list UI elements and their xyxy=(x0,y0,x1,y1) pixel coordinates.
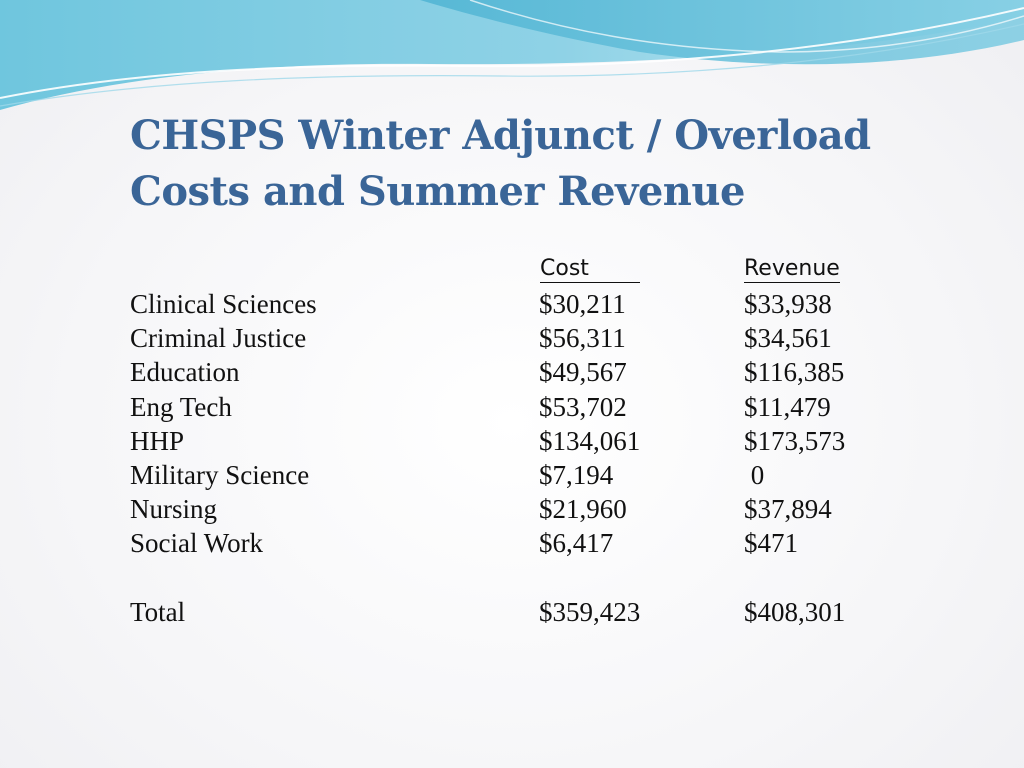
total-revenue-value: $408,301 xyxy=(744,596,846,627)
revenue-value: $11,479 xyxy=(744,391,831,422)
cost-value: $30,211 xyxy=(539,289,626,319)
revenue-value: $33,938 xyxy=(744,289,832,319)
department-name: Military Science xyxy=(130,459,310,490)
table-row xyxy=(130,321,890,355)
revenue-value: 0 xyxy=(744,459,765,490)
cost-value: $53,702 xyxy=(539,391,627,422)
total-label: Total xyxy=(130,596,186,627)
cost-value: $7,194 xyxy=(539,459,614,490)
total-row xyxy=(130,595,890,629)
table-row xyxy=(130,424,890,458)
cost-revenue-table xyxy=(130,253,890,629)
header-wave-decoration xyxy=(0,0,1024,120)
table-row xyxy=(130,526,890,560)
cost-value: $21,960 xyxy=(539,494,627,525)
cost-value: $49,567 xyxy=(539,357,627,388)
slide-title xyxy=(130,108,950,220)
department-name: Social Work xyxy=(130,528,264,559)
table-row xyxy=(130,492,890,526)
title-line-2: Costs and Summer Revenue xyxy=(130,168,745,215)
table-row xyxy=(130,458,890,492)
total-cost-value: $359,423 xyxy=(539,596,641,627)
department-name: Criminal Justice xyxy=(130,323,307,354)
table-row xyxy=(130,287,890,321)
table-row xyxy=(130,390,890,424)
title-line-1: CHSPS Winter Adjunct / Overload xyxy=(130,112,871,159)
department-name: HHP xyxy=(130,425,185,456)
revenue-value: $471 xyxy=(744,528,798,559)
cost-column-header: Cost xyxy=(540,256,640,283)
department-name: Clinical Sciences xyxy=(130,289,317,319)
revenue-value: $34,561 xyxy=(744,323,832,354)
department-name: Eng Tech xyxy=(130,391,232,422)
cost-value: $134,061 xyxy=(539,425,641,456)
cost-value: $56,311 xyxy=(539,323,626,354)
cost-value: $6,417 xyxy=(539,528,614,559)
revenue-value: $116,385 xyxy=(744,357,845,388)
revenue-value: $37,894 xyxy=(744,494,832,525)
department-name: Nursing xyxy=(130,494,217,525)
table-row xyxy=(130,355,890,389)
revenue-value: $173,573 xyxy=(744,425,846,456)
table-header xyxy=(130,253,890,287)
row-spacer xyxy=(130,561,890,595)
revenue-column-header: Revenue xyxy=(744,256,840,281)
department-name: Education xyxy=(130,357,240,388)
